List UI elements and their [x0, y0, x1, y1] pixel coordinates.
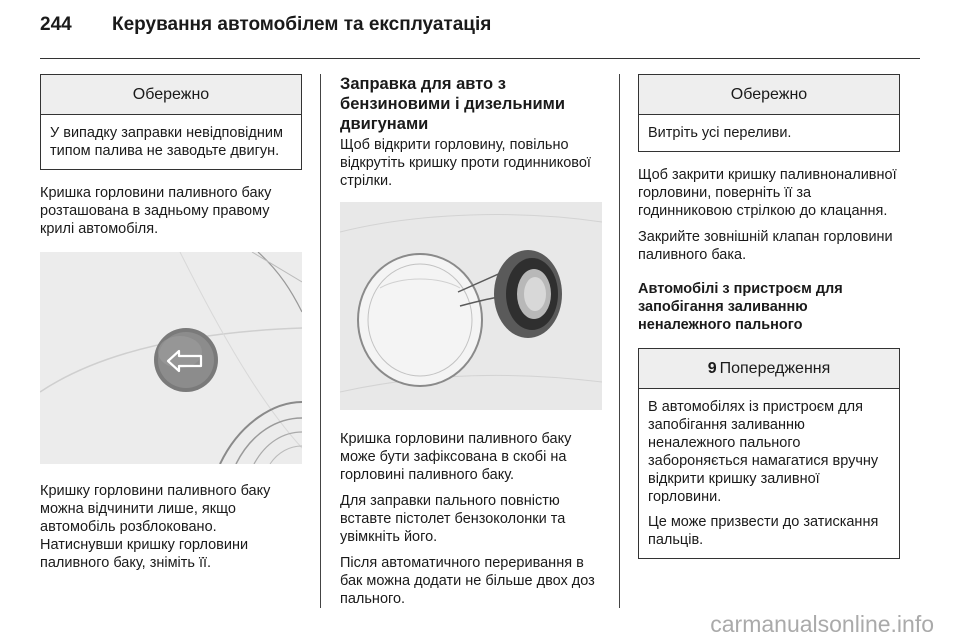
column-right [638, 74, 900, 573]
column-left [40, 74, 302, 580]
close-flap-text: Закрийте зовнішній клапан горловини паливного бака. [638, 229, 893, 263]
caution-title-2: Обережно [639, 75, 899, 115]
caution-title: Обережно [41, 75, 301, 115]
caution-box-2 [638, 74, 900, 152]
warning-title [639, 349, 899, 389]
page-number: 244 [40, 14, 72, 35]
header-rule [40, 58, 920, 59]
caution-text: У випадку заправки невідповідним типом палива не заводьте двигун. [50, 125, 283, 159]
page-title: Керування автомобілем та експлуатація [112, 14, 492, 35]
warning-box [638, 348, 900, 559]
warning-text-1: В автомобілях із пристроєм для запобігання заливанню неналежного пального забороняється намагатися вручну відкрити кришку заливної горловини. [648, 399, 879, 505]
section-title: Заправка для авто з бензиновими і дизельними двигунами [340, 75, 565, 133]
warning-text-2: Це може призвести до затискання пальців. [648, 514, 879, 548]
cap-bracket-text: Кришка горловини паливного баку може бути зафіксована в скобі на горловині паливного баку. [340, 431, 572, 483]
caution-box [40, 74, 302, 170]
caution-text-2: Витріть усі переливи. [648, 125, 792, 141]
fuel-flap-location-text: Кришка горловини паливного баку розташована в задньому правому крилі автомобіля. [40, 185, 272, 237]
topup-limit-text: Після автоматичного переривання в бак можна додати не більше двох доз пального. [340, 555, 595, 607]
refuel-nozzle-text: Для заправки пального повністю вставте пістолет бензоколонки та увімкніть його. [340, 493, 566, 545]
page-header [40, 14, 491, 36]
fuel-cap-illustration [340, 202, 602, 410]
close-cap-text: Щоб закрити кришку паливноналивної горловини, поверніть її за годинниковою стрілкою до клацання. [638, 167, 897, 219]
watermark: carmanualsonline.info [710, 611, 934, 637]
warning-icon: 9 [707, 360, 717, 377]
fuel-flap-opening-text: Кришку горловини паливного баку можна відчинити лише, якщо автомобіль розблоковано. Натиснувши кришку горловини паливного баку, зніміть її. [40, 483, 271, 571]
column-divider-1 [320, 74, 321, 608]
column-middle [340, 74, 602, 616]
misfuel-subheading: Автомобілі з пристроєм для запобігання заливанню неналежного пального [638, 281, 843, 333]
open-cap-text: Щоб відкрити горловину, повільно відкрутіть кришку проти годинникової стрілки. [340, 137, 591, 189]
column-divider-2 [619, 74, 620, 608]
fuel-flap-illustration [40, 252, 302, 464]
warning-title-text: Попередження [719, 360, 831, 377]
